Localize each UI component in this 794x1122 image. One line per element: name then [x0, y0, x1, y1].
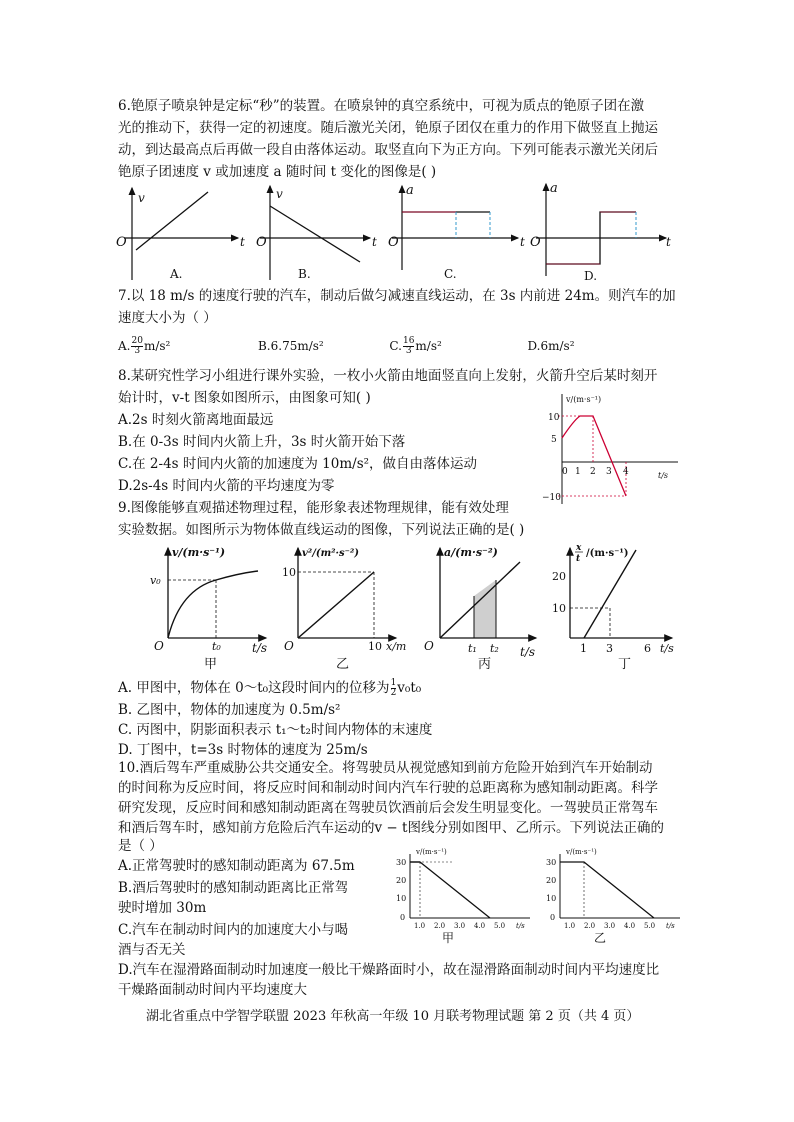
q9-ding-xtick-3: 3 — [606, 642, 613, 655]
q7-option-a: A. $\frac{20}{3}$ m/s² — [118, 336, 171, 356]
q9-bing-t1: t₁ — [468, 642, 477, 655]
q6-graph-d — [530, 181, 671, 283]
q6-a-origin: O — [116, 235, 127, 250]
q6-d-label: D. — [584, 269, 598, 283]
q9-option-d: D. 丁图中，t=3s 时物体的速度为 25m/s — [118, 742, 368, 758]
q9-ding-ytick-20: 20 — [552, 570, 566, 583]
q10-yi-xtick-1: 1.0 — [564, 922, 576, 930]
q9-graph-bing — [424, 546, 536, 670]
q10-yi-xtick-2: 2.0 — [584, 922, 596, 930]
q9-ding-ytick-10: 10 — [552, 602, 566, 615]
q9-bing-t2: t₂ — [490, 642, 499, 655]
q9-bing-xlabel: t/s — [520, 645, 536, 659]
q7-option-c: C. $\frac{16}{3}$ m/s² — [389, 336, 442, 356]
q10-yi-ytick-30: 30 — [546, 858, 557, 867]
q9-yi-xlabel: x/m — [386, 640, 407, 653]
q10-yi-xtick-3: 3.0 — [604, 922, 616, 930]
q10-option-a: A.正常驾驶时的感知制动距离为 67.5m — [118, 858, 355, 874]
q6-b-ylabel: v — [276, 187, 283, 201]
q10-line-1: 10.酒后驾车严重威胁公共交通安全。将驾驶员从视觉感知到前方危险开始到汽车开始制动 — [118, 760, 653, 776]
q10-yi-ytick-20: 20 — [546, 876, 557, 885]
q10-option-b-2: 驶时增加 30m — [118, 900, 207, 916]
q8-xlabel: t/s — [658, 471, 669, 480]
q8-option-d: D.2s-4s 时间内火箭的平均速度为零 — [118, 478, 335, 494]
q9-ding-xtick-1: 1 — [580, 642, 587, 655]
q8-xtick-1: 1 — [575, 467, 581, 477]
q10-yi-ylabel: v/(m·s⁻¹) — [566, 848, 597, 856]
q6-a-label: A. — [170, 267, 183, 281]
q10-yi-ytick-10: 10 — [546, 894, 557, 903]
q9-bing-ylabel: a/(m·s⁻²) — [444, 546, 498, 559]
q10-jia-xtick-2: 2.0 — [434, 922, 446, 930]
q7-option-b: B.6.75m/s² — [257, 339, 324, 353]
q9-jia-v0: v₀ — [150, 574, 161, 587]
q10-option-c-1: C.汽车在制动时间内的加速度大小与喝 — [118, 922, 349, 938]
q6-d-origin: O — [530, 235, 541, 250]
q10-jia-name: 甲 — [442, 931, 455, 945]
q8-ylabel: v/(m·s⁻¹) — [566, 395, 602, 404]
q10-option-c-2: 酒与否无关 — [118, 942, 186, 958]
q6-c-ylabel: a — [406, 183, 414, 198]
q10-yi-name: 乙 — [594, 931, 607, 945]
q9-bing-origin: O — [424, 639, 434, 653]
q10-line-2: 的时间称为反应时间，将反应时间和制动时间内汽车行驶的总距离称为感知制动距离。科学 — [118, 780, 658, 796]
q6-graph-b — [256, 186, 377, 281]
q8-line-1: 8.某研究性学习小组进行课外实验，一枚小火箭由地面竖直向上发射，火箭升空后某时刻开 — [118, 368, 658, 384]
q10-line-5: 是（ ） — [118, 838, 163, 854]
q6-c-xlabel: t — [520, 235, 525, 249]
q6-graph-a — [116, 188, 245, 281]
q9-ding-xtick-6: 6 — [644, 642, 651, 655]
q8-xtick-0: 0 — [562, 467, 568, 477]
q9-yi-ytick: 10 — [282, 566, 296, 579]
q9-graph-ding — [552, 543, 674, 670]
q9-option-b: B. 乙图中，物体的加速度为 0.5m/s² — [118, 702, 341, 718]
q8-option-a: A.2s 时刻火箭离地面最远 — [118, 412, 274, 428]
q9-option-c: C. 丙图中，阴影面积表示 t₁～t₂时间内物体的末速度 — [118, 722, 433, 738]
q10-yi-ytick-0: 0 — [550, 913, 556, 922]
q10-jia-ytick-0: 0 — [400, 913, 406, 922]
q8-graph — [538, 388, 688, 508]
q8-ytick-neg10: −10 — [542, 493, 561, 503]
q6-line-1: 6.铯原子喷泉钟是定标“秒”的装置。在喷泉钟的真空系统中，可视为质点的铯原子团在激 — [118, 98, 645, 114]
q9-ding-name: 丁 — [618, 657, 632, 670]
q8-line-2: 始计时，v-t 图象如图所示，由图象可知( ) — [118, 390, 371, 406]
q6-d-xlabel: t — [666, 235, 671, 249]
q10-yi-xtick-5: 5.0 — [644, 922, 656, 930]
q9-yi-name: 乙 — [336, 657, 350, 670]
q9-jia-xlabel: t/s — [252, 641, 268, 655]
q10-jia-xtick-5: 5.0 — [494, 922, 506, 930]
q10-option-d-2: 干燥路面制动时间内平均速度大 — [118, 982, 307, 998]
q6-graph-c — [388, 183, 525, 281]
q10-jia-xtick-3: 3.0 — [454, 922, 466, 930]
q9-yi-origin: O — [284, 639, 294, 653]
q8-option-b: B.在 0-3s 时间内火箭上升，3s 时火箭开始下落 — [118, 434, 406, 450]
q8-option-c: C.在 2-4s 时间内火箭的加速度为 10m/s²，做自由落体运动 — [118, 456, 478, 472]
q9-yi-xtick: 10 — [368, 640, 382, 653]
q6-b-label: B. — [298, 267, 311, 281]
q10-yi-xlabel: t/s — [666, 922, 675, 930]
page-footer: 湖北省重点中学智学联盟 2023 年秋高一年级 10 月联考物理试题 第 2 页（共 4 页） — [146, 1009, 640, 1024]
q9-bing-name: 丙 — [478, 657, 492, 670]
q9-jia-name: 甲 — [204, 657, 218, 670]
q10-line-4: 和酒后驾车时，感知前方危险后汽车运动的v − t图线分别如图甲、乙所示。下列说法正确的 — [118, 820, 664, 836]
q6-line-3: 动，到达最高点后再做一段自由落体运动。取竖直向下为正方向。下列可能表示激光关闭后 — [118, 142, 658, 158]
q6-a-xlabel: t — [240, 235, 245, 249]
q9-jia-origin: O — [154, 639, 164, 653]
q9-line-2: 实验数据。如图所示为物体做直线运动的图像，下列说法正确的是( ) — [118, 522, 525, 538]
q8-xtick-2: 2 — [590, 467, 596, 477]
q10-jia-ytick-10: 10 — [396, 894, 407, 903]
q10-yi-xtick-4: 4.0 — [624, 922, 636, 930]
q8-ytick-5: 5 — [551, 435, 557, 445]
q10-graphs — [380, 848, 700, 948]
q10-option-b-1: B.酒后驾驶时的感知制动距离比正常驾 — [118, 880, 349, 896]
q9-line-1: 9.图像能够直观描述物理过程，能形象表述物理规律，能有效处理 — [118, 500, 509, 516]
q9-option-a: A. 甲图中，物体在 0～t₀这段时间内的位移为 $\frac{1}{2}$ v₀t₀ — [118, 678, 422, 698]
q10-option-d-1: D.汽车在湿滑路面制动时加速度一般比干燥路面时小，故在湿滑路面制动时间内平均速度比 — [118, 962, 660, 978]
q9-jia-ylabel: v/(m·s⁻¹) — [172, 546, 226, 559]
q10-jia-xtick-4: 4.0 — [474, 922, 486, 930]
q10-graph-yi — [546, 848, 680, 945]
q9-ding-ylabel-x: x — [576, 543, 582, 553]
q8-ytick-10: 10 — [548, 413, 560, 423]
q10-jia-ytick-30: 30 — [396, 858, 407, 867]
q6-line-4: 铯原子团速度 v 或加速度 a 随时间 t 变化的图像是( ) — [118, 164, 437, 180]
q7-option-d: D.6m/s² — [527, 339, 575, 353]
q9-ding-ylabel-unit: /(m·s⁻¹) — [586, 548, 629, 559]
q10-jia-xtick-1: 1.0 — [414, 922, 426, 930]
q10-graph-jia — [396, 848, 530, 945]
q9-ding-ylabel-t: t — [576, 554, 581, 564]
q9-jia-t0: t₀ — [212, 640, 221, 653]
q6-line-2: 光的推动下，获得一定的初速度。随后激光关闭，铯原子团仅在重力的作用下做竖直上抛运 — [118, 120, 658, 136]
q8-xtick-4: 4 — [623, 467, 629, 477]
q8-xtick-3: 3 — [606, 467, 612, 477]
q7-options — [118, 336, 575, 356]
q9-graph-jia — [150, 546, 267, 670]
q6-c-label: C. — [444, 267, 457, 281]
q6-d-ylabel: a — [550, 181, 558, 196]
q7-line-2: 速度大小为（ ） — [118, 310, 217, 326]
q9-graph-yi — [282, 548, 406, 670]
q9-yi-ylabel: v²/(m²·s⁻²) — [302, 548, 360, 559]
q9-ding-xlabel: t/s — [660, 642, 674, 655]
q9-graphs — [140, 540, 700, 670]
q6-c-origin: O — [388, 235, 399, 250]
q10-jia-xlabel: t/s — [516, 922, 525, 930]
q6-b-xlabel: t — [372, 235, 377, 249]
q6-a-ylabel: v — [138, 191, 145, 205]
q10-line-3: 研究发现，反应时间和感知制动距离在驾驶员饮酒前后会发生明显变化。一驾驶员正常驾车 — [118, 800, 658, 816]
q6-graphs — [110, 180, 680, 290]
q10-jia-ylabel: v/(m·s⁻¹) — [416, 848, 447, 856]
q6-b-origin: O — [256, 235, 267, 250]
q7-line-1: 7.以 18 m/s 的速度行驶的汽车，制动后做匀减速直线运动，在 3s 内前进 24m。则汽车的加 — [118, 288, 676, 304]
q10-jia-ytick-20: 20 — [396, 876, 407, 885]
